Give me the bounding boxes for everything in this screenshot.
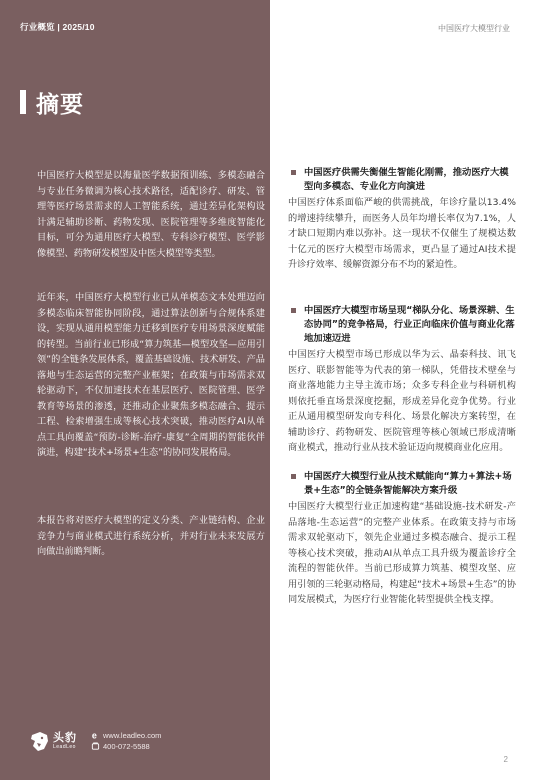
summary-paragraph-1: 中国医疗大模型是以海量医学数据预训练、多模态融合与专业任务微调为核心技术路径，适配诊疗、研发、管理等医疗场景需求的人工智能系统，通过差异化架构设计满足辅助诊断、药物发现、医院管理等多维度智能化目标，可分为通用医疗大模型、专科诊疗模型、医学影像模型、药物研发模型及中医大模型等类型。 xyxy=(37,170,265,259)
leopard-logo-icon xyxy=(28,729,50,753)
key-finding-body: 中国医疗体系面临严峻的供需挑战，年诊疗量以13.4%的增速持续攀升，而医务人员年均增长率仅为7.1%，人才缺口短期内难以弥补。这一现状不仅催生了规模达数十亿元的医疗大模型市场需求，更凸显了通过AI技术提升诊疗效率、缓解资源分布不均的紧迫性。 xyxy=(288,197,516,270)
section-title-block xyxy=(20,88,84,116)
brand-logo xyxy=(53,732,77,751)
footer-contact xyxy=(28,726,161,756)
phone-icon xyxy=(91,742,100,751)
key-finding-3 xyxy=(288,470,516,608)
key-finding-body: 中国医疗大模型市场已形成以华为云、晶泰科技、讯飞医疗、联影智能等为代表的第一梯队，凭借技术壁垒与商业落地能力主导主流市场；众多专科企业与科研机构则依托垂直场景深度挖掘，形成差异化竞争优势。行业正从通用模型研发向专科化、场景化解决方案转型，在辅助诊疗、药物研发、医院管理等核心领域已形成清晰商业模式，推动行业从技术验证迈向规模商业化应用。 xyxy=(288,349,516,453)
key-finding-title: 中国医疗大模型市场呈现“梯队分化、场景深耕、生态协同”的竞争格局，行业正向临床价值与商业化落地加速迈进 xyxy=(288,304,516,346)
contact-info xyxy=(91,730,161,752)
summary-paragraph-2: 近年来，中国医疗大模型行业已从单模态文本处理迈向多模态临床智能协同阶段，通过算法创新与合规体系建设，实现从通用模型能力迁移到医疗专用场景深度赋能的转型。当前行业已形成“算力筑基—模型攻坚—应用引领”的全链条发展体系，覆盖基础设施、技术研发、产品落地与生态运营的完整产业框架；在政策与市场需求双轮驱动下，不仅加速技术在基层医疗、医院管理、医学教育等场景的渗透，还推动企业聚焦多模态融合、提示工程、检索增强生成等核心技术突破，推动医疗AI从单点工具向覆盖“预防-诊断-治疗-康复”全周期的智能伙伴演进，构建“技术+场景+生态”的协同发展格局。 xyxy=(37,292,265,458)
phone-number: 400-072-5588 xyxy=(103,742,150,751)
key-finding-title: 中国医疗大模型行业从技术赋能向“算力+算法+场景+生态”的全链条智能解决方案升级 xyxy=(288,470,516,498)
summary-paragraph-3: 本报告将对医疗大模型的定义分类、产业链结构、企业竞争力与商业模式进行系统分析，并对行业未来发展方向做出前瞻判断。 xyxy=(37,515,265,557)
svg-text:e: e xyxy=(91,731,97,740)
square-bullet-icon xyxy=(291,474,296,479)
web-e-icon xyxy=(91,731,100,740)
square-bullet-icon xyxy=(291,170,296,175)
phone-row xyxy=(91,741,161,752)
brand-name-cn: 头豹 xyxy=(53,730,77,744)
brand-name-en: LeadLeo xyxy=(53,743,76,750)
website-link[interactable]: www.leadleo.com xyxy=(103,731,162,740)
square-bullet-icon xyxy=(291,308,296,313)
page-title: 摘要 xyxy=(36,91,84,118)
key-finding-title: 中国医疗供需失衡催生智能化刚需，推动医疗大模型向多模态、专业化方向演进 xyxy=(288,166,516,194)
website-row xyxy=(91,730,161,741)
title-bar-decoration xyxy=(20,90,26,114)
header-industry: 中国医疗大模型行业 xyxy=(438,24,510,33)
key-finding-body: 中国医疗大模型行业正加速构建“基础设施-技术研发-产品落地-生态运营”的完整产业体系。在政策支持与市场需求双轮驱动下，领先企业通过多模态融合、提示工程等核心技术突破，推动AI从单点工具升级为覆盖诊疗全流程的智能伙伴。当前已形成算力筑基、模型攻坚、应用引领的三轮驱动格局，构建起“技术+场景+生态”的协同发展模式，为医疗行业智能化转型提供全栈支撑。 xyxy=(288,501,516,605)
key-finding-1 xyxy=(288,166,516,273)
header-report-type: 行业概览 | 2025/10 xyxy=(20,22,95,32)
page-number: 2 xyxy=(503,755,508,764)
key-finding-2 xyxy=(288,304,516,456)
